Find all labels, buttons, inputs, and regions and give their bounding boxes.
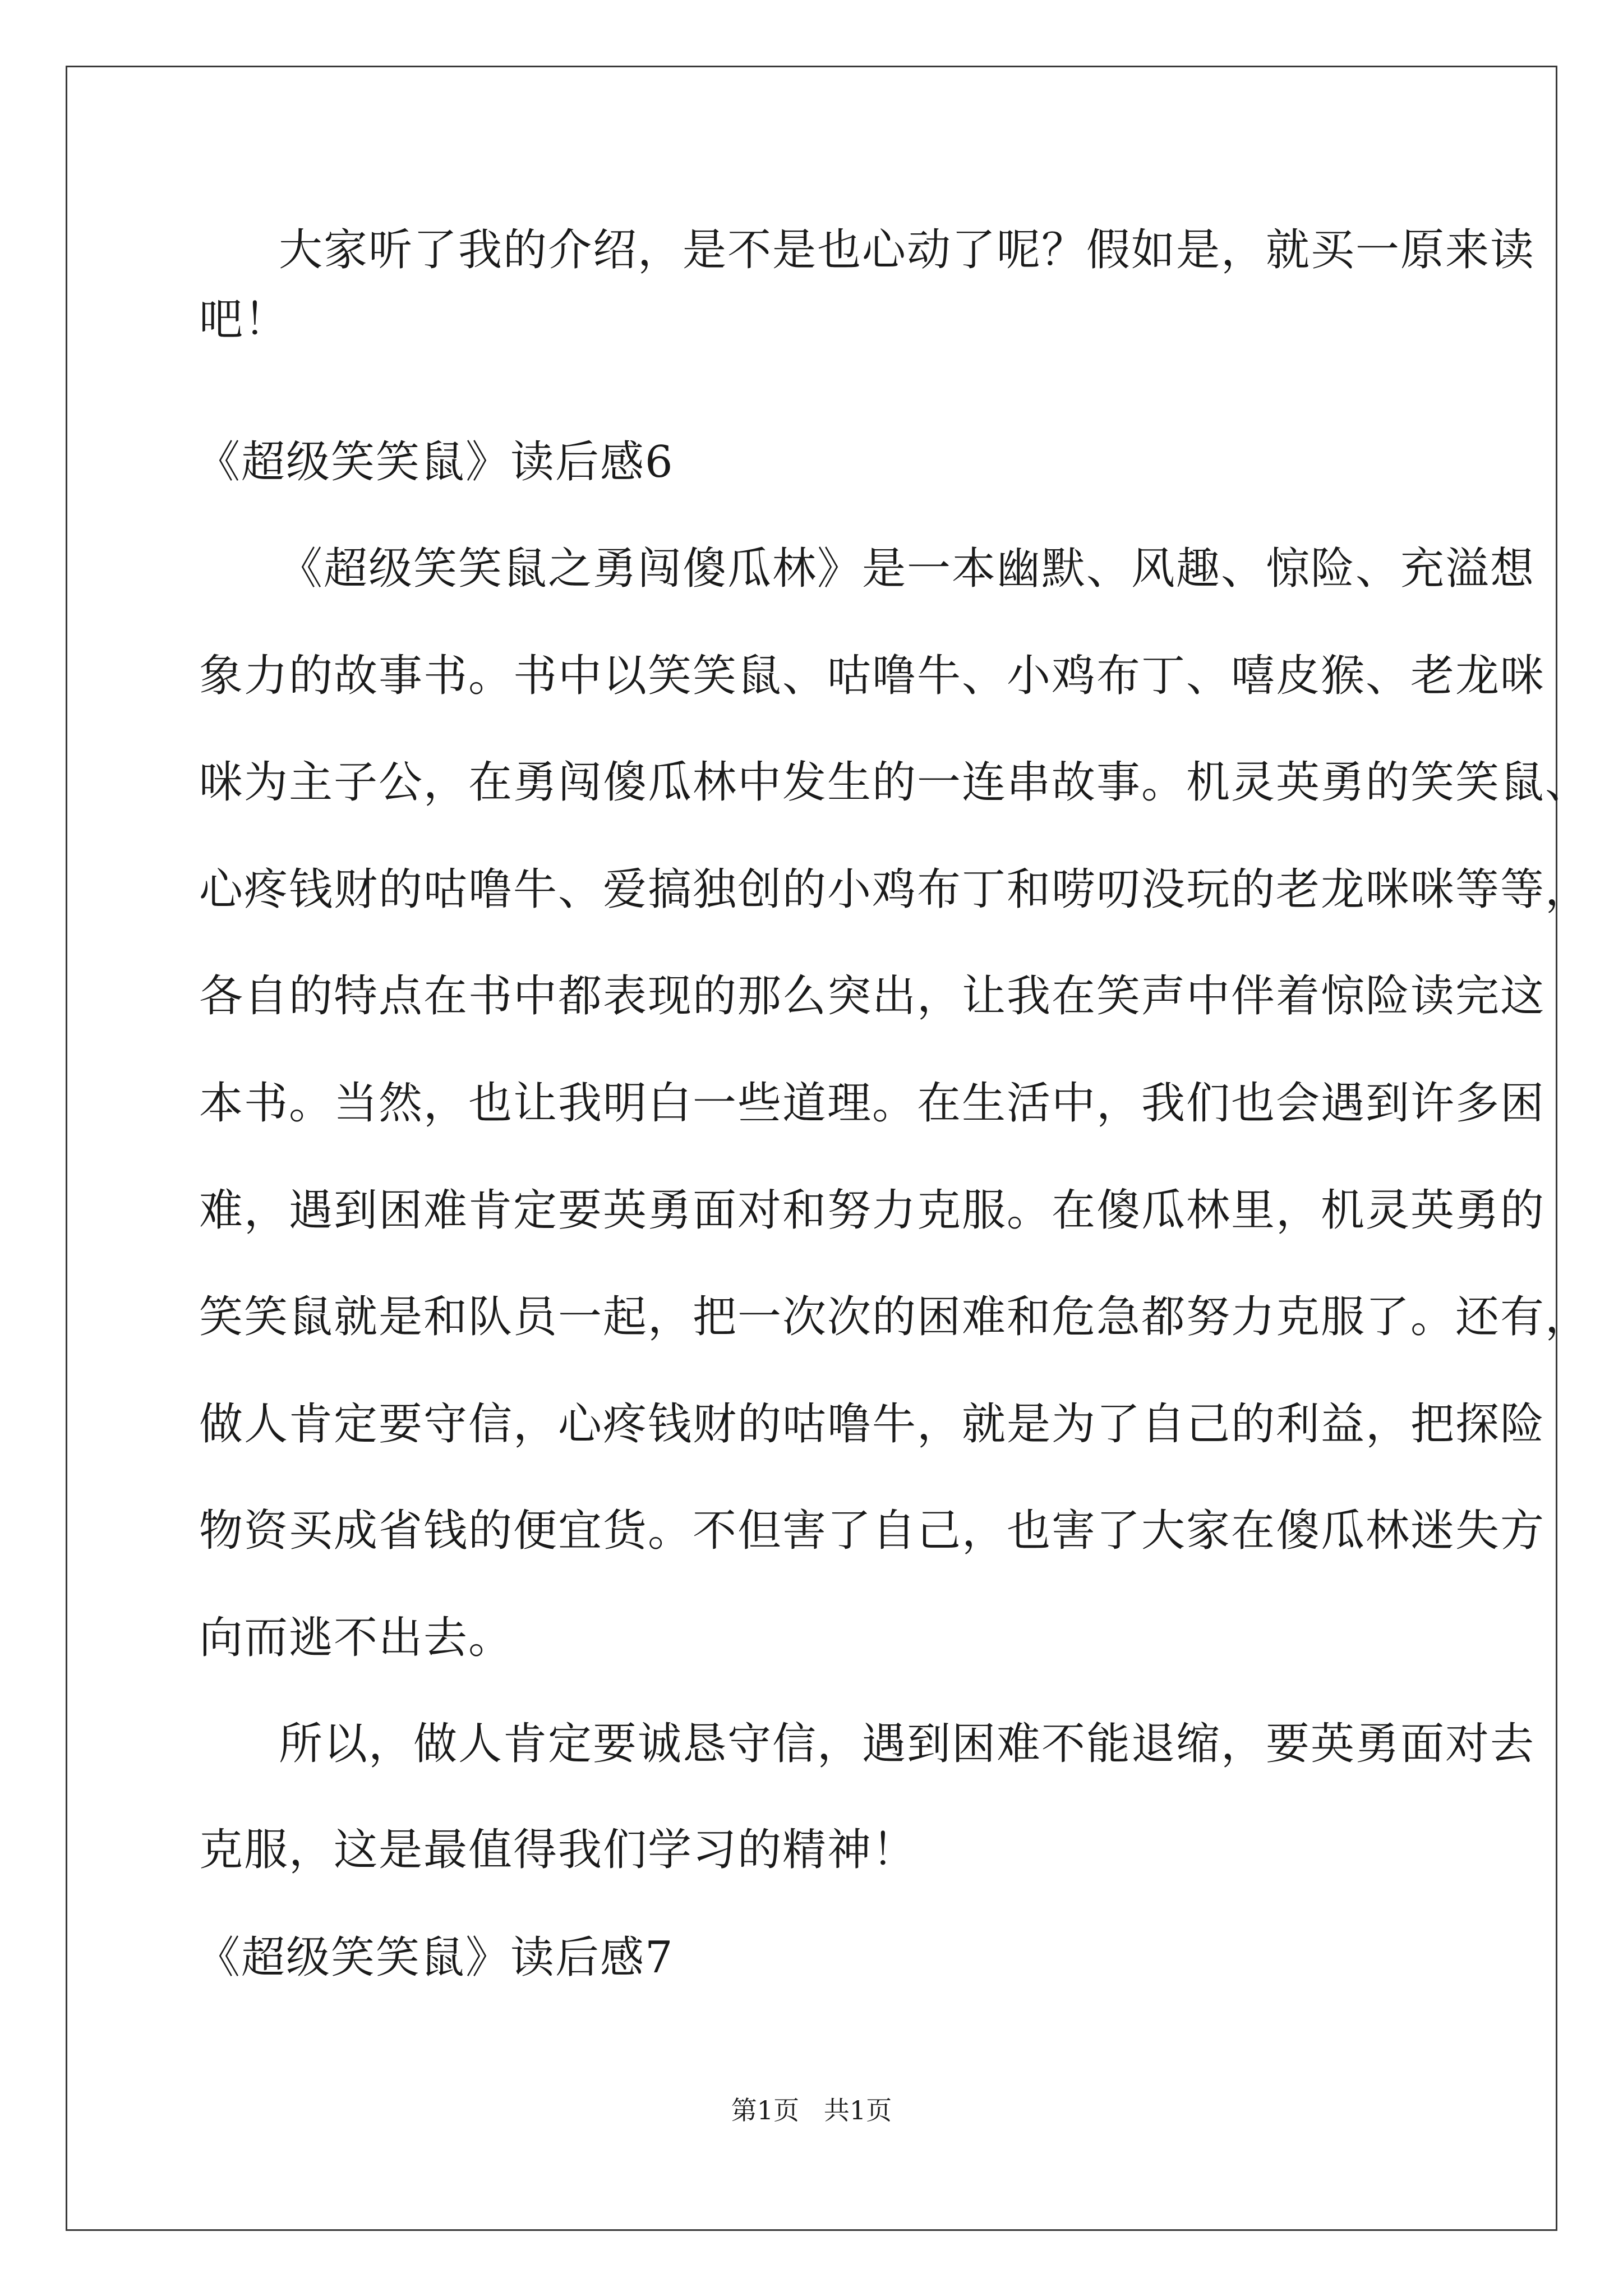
paragraph-2-line-11: 向而逃不出去。 <box>199 1613 514 1663</box>
paragraph-2-line-3: 咪为主子公，在勇闯傻瓜林中发生的一连串故事。机灵英勇的笑笑鼠、 <box>199 757 1590 808</box>
paragraph-1-line-2: 吧！ <box>199 295 289 345</box>
paragraph-2-line-9: 做人肯定要守信，心疼钱财的咕噜牛，就是为了自己的利益，把探险 <box>199 1399 1546 1450</box>
paragraph-2-line-4: 心疼钱财的咕噜牛、爱搞独创的小鸡布丁和唠叨没玩的老龙咪咪等等， <box>199 864 1590 915</box>
paragraph-2-line-1: 《超级笑笑鼠之勇闯傻瓜林》是一本幽默、风趣、惊险、充溢想 <box>279 544 1536 594</box>
section-heading-7: 《超级笑笑鼠》读后感7 <box>196 1932 674 1983</box>
paragraph-2-line-8: 笑笑鼠就是和队员一起，把一次次的困难和危急都努力克服了。还有， <box>199 1292 1590 1342</box>
section-heading-6: 《超级笑笑鼠》读后感6 <box>196 437 674 487</box>
paragraph-3-line-2: 克服，这是最值得我们学习的精神！ <box>199 1825 917 1875</box>
page-border <box>66 66 1557 2231</box>
paragraph-2-line-2: 象力的故事书。书中以笑笑鼠、咕噜牛、小鸡布丁、嘻皮猴、老龙咪 <box>199 651 1546 701</box>
paragraph-2-line-10: 物资买成省钱的便宜货。不但害了自己，也害了大家在傻瓜林迷失方 <box>199 1506 1546 1556</box>
page-footer: 第1页 共1页 <box>731 2095 892 2125</box>
paragraph-2-line-7: 难，遇到困难肯定要英勇面对和努力克服。在傻瓜林里，机灵英勇的 <box>199 1185 1546 1236</box>
paragraph-1-line-1: 大家听了我的介绍，是不是也心动了呢？假如是，就买一原来读 <box>279 225 1536 275</box>
paragraph-3-line-1: 所以，做人肯定要诚恳守信，遇到困难不能退缩，要英勇面对去 <box>279 1719 1536 1769</box>
paragraph-2-line-5: 各自的特点在书中都表现的那么突出，让我在笑声中伴着惊险读完这 <box>199 971 1546 1022</box>
paragraph-2-line-6: 本书。当然，也让我明白一些道理。在生活中，我们也会遇到许多困 <box>199 1078 1546 1129</box>
